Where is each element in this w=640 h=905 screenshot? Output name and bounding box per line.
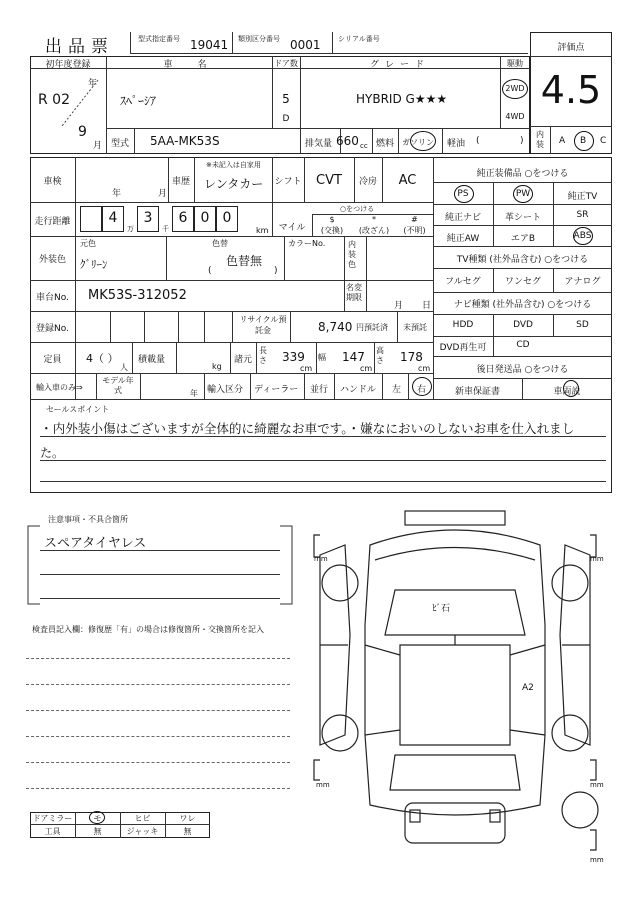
mileage-digit-1: 4 (108, 210, 118, 226)
model-year-label: モデル年式 (102, 376, 134, 395)
mileage-digit-2: 3 (143, 210, 153, 226)
length-value: 339 (282, 350, 305, 364)
doors-d: D (282, 114, 290, 124)
docs-title: 後日発送品 ○をつける (476, 365, 569, 375)
fuel-gasoline: ガソリン (402, 138, 434, 147)
equip-title: 純正装備品 ○をつける (476, 169, 569, 179)
mileage-hash: # (411, 215, 418, 224)
parts-tools-value: 無 (93, 827, 102, 836)
color-orig-label: 元色 (80, 239, 96, 248)
navi-hdd: HDD (452, 320, 474, 330)
height-value: 178 (400, 350, 423, 364)
type-label: 型式 (111, 139, 130, 149)
fuel-paren-close: ) (520, 136, 524, 146)
inspection-year: 年 (112, 189, 122, 199)
equip-abs: ABS (573, 231, 592, 241)
recycle-unit: 円預託済 (356, 323, 388, 332)
color-orig-value: ｸﾞﾘｰﾝ (80, 258, 108, 271)
drive-label: 駆動 (507, 59, 523, 68)
interior-a: A (559, 136, 566, 146)
reg-era: R 02 (38, 92, 70, 108)
capacity-person: 人 (120, 363, 128, 372)
docs-manual-circle (563, 380, 579, 397)
mileage-hash-text: (不明) (403, 226, 426, 235)
width-cm: cm (360, 364, 373, 373)
grade-label: グレード (369, 60, 430, 70)
mm-label-4: mm (590, 781, 604, 789)
serial-label: シリアル番号 (338, 35, 380, 43)
equip-tv: 純正TV (567, 192, 598, 202)
tv-fullseg: フルセグ (445, 277, 481, 287)
reg-month: 9 (78, 124, 87, 140)
category-label: 類別区分番号 (238, 35, 280, 43)
navi-cd: CD (516, 340, 530, 350)
transfer-day: 日 (422, 301, 432, 311)
tv-type-title: TV種類 (社外品含む) ○をつける (456, 255, 589, 265)
equip-navi: 純正ナビ (444, 213, 481, 223)
page-title: 出品票 (45, 37, 114, 57)
width-value: 147 (342, 350, 365, 364)
mileage-digit-3: 6 (178, 210, 188, 226)
equip-pw-circle (513, 185, 533, 203)
interior-color-label: 内装色 (348, 240, 356, 269)
color-change-label: 色替 (212, 239, 228, 248)
import-label: 輸入車のみ⇒ (36, 383, 83, 392)
mm-label-1: mm (314, 555, 328, 563)
notes-line-1: スペアタイヤレス (44, 536, 147, 551)
equip-sr: SR (576, 210, 589, 220)
drive-4wd: 4WD (505, 112, 525, 121)
dims-label: 諸元 (234, 355, 253, 365)
navi-type-title: ナビ種類 (社外品含む) ○をつける (453, 300, 592, 310)
sales-line-1: ・内外装小傷はございますが全体的に綺麗なお車です。・嫌なにおいのしないお車を仕入れまし (40, 421, 575, 436)
disp-value: 660 (336, 134, 359, 148)
notes-bracket-right (278, 524, 294, 606)
reg-slash (60, 78, 100, 128)
load-label: 積載量 (138, 355, 166, 365)
parts-mirror-circle (89, 811, 105, 824)
score-value: 4.5 (540, 68, 602, 112)
parts-hibi: ヒビ (134, 814, 151, 823)
ac-value: AC (398, 173, 417, 188)
equip-abs-circle (573, 227, 593, 245)
chassis-value: MK53S-312052 (88, 288, 187, 303)
mileage-dollar: $ (329, 215, 335, 224)
notes-label: 注意事項・不具合箇所 (48, 515, 128, 524)
color-change-value: 色替無 (226, 254, 263, 268)
doors-label: ドア数 (274, 59, 298, 68)
interior-b-circle (574, 131, 594, 151)
parts-jack-value: 無 (183, 827, 192, 836)
handle-right: 右 (417, 385, 427, 395)
model-cert-value: 19041 (190, 38, 229, 52)
recycle-value: 8,740 (318, 320, 353, 334)
recycle-label: リサイクル預託金 (239, 315, 287, 335)
equip-aw: 純正AW (446, 234, 480, 244)
color-paren-open: ( (208, 266, 212, 276)
inspection-month: 月 (158, 189, 168, 199)
equip-pw: PW (515, 189, 531, 199)
docs-warranty: 新車保証書 (454, 387, 500, 397)
length-cm: cm (300, 364, 313, 373)
length-label: 長さ (259, 346, 267, 365)
type-value: 5AA-MK53S (150, 134, 220, 148)
mileage-label: 走行距離 (34, 217, 71, 227)
mileage-sen: 千 (162, 225, 169, 233)
mileage-digit-5: 0 (222, 210, 232, 226)
import-dealer: ディーラー (254, 385, 299, 395)
import-class-label: 輸入区分 (207, 385, 244, 395)
docs-manual: 車両説 (553, 387, 581, 397)
history-note: ※未記入は自家用 (206, 161, 261, 169)
handle-label: ハンドル (340, 385, 377, 395)
tv-analog: アナログ (564, 277, 601, 287)
score-label: 評価点 (557, 43, 585, 53)
disp-cc: cc (360, 142, 368, 150)
navi-dvd-play: DVD再生可 (439, 343, 487, 353)
reg-year-unit: 年 (88, 79, 98, 89)
shift-label: シフト (274, 177, 302, 187)
navi-dvd: DVD (513, 320, 533, 330)
transfer-label: 名変期限 (346, 283, 362, 302)
history-value: レンタカー (204, 177, 264, 191)
disp-label: 排気量 (305, 139, 333, 149)
parts-jack: ジャッキ (126, 827, 159, 836)
reg-month-unit: 月 (93, 141, 103, 151)
model-year-unit: 年 (190, 389, 198, 398)
history-label: 車歴 (171, 177, 190, 187)
mileage-man: 万 (127, 225, 134, 233)
interior-label: 内装 (536, 130, 544, 149)
mileage-mile: マイル (278, 223, 306, 233)
mileage-mark-note: ○をつける (340, 205, 375, 213)
mileage-star-text: (改ざん) (358, 226, 390, 235)
equip-ps-circle (454, 185, 474, 203)
car-damage-diagram (300, 505, 620, 875)
ac-label: 冷房 (358, 177, 377, 187)
reg-label: 初年度登録 (45, 60, 91, 70)
fuel-lightoil: 軽油 (447, 139, 466, 149)
handle-right-circle (412, 377, 432, 396)
grade-value: HYBRID G★★★ (356, 92, 448, 106)
tv-oneseg: ワンセグ (504, 277, 541, 287)
parts-ware: ワレ (179, 814, 196, 823)
inspection-label: 車検 (43, 177, 62, 187)
equip-airbag: エアB (510, 234, 536, 244)
notes-bracket-left (26, 524, 42, 606)
mileage-digit-4: 0 (200, 210, 210, 226)
mm-label-2: mm (590, 555, 604, 563)
model-cert-label: 型式指定番号 (138, 35, 180, 43)
handle-left: 左 (392, 385, 402, 395)
category-value: 0001 (290, 38, 321, 52)
drive-2wd-circle (502, 79, 528, 99)
shift-value: CVT (316, 173, 342, 188)
capacity-value: 4（ ） (86, 352, 119, 365)
recycle-unpaid: 未預託 (403, 323, 427, 332)
mileage-dollar-text: (交換) (320, 226, 344, 235)
parts-mirror: ドアミラー (32, 814, 73, 823)
regno-label: 登録No. (36, 324, 69, 334)
parts-mirror-value: モ (93, 814, 102, 823)
parts-tools: 工具 (44, 827, 61, 836)
doors-value: 5 (282, 92, 290, 106)
equip-leather: 革シート (504, 213, 541, 223)
mm-label-3: mm (316, 781, 330, 789)
sales-line-2: た。 (40, 446, 65, 460)
height-label: 高さ (376, 346, 384, 365)
chassis-label: 車台No. (36, 293, 69, 303)
capacity-label: 定員 (43, 355, 62, 365)
sales-label: セールスポイント (46, 405, 110, 414)
color-label: 外装色 (38, 255, 66, 265)
diagram-mark-a2: A2 (522, 683, 534, 693)
interior-b: B (580, 136, 587, 146)
fuel-paren-open: ( (476, 136, 480, 146)
inspector-label: 検査員記入欄：修復歴「有」の場合は修復箇所・交換箇所を記入 (32, 625, 264, 634)
color-paren-close: ) (274, 266, 278, 276)
drive-2wd: 2WD (505, 84, 525, 93)
fuel-circle (410, 131, 436, 151)
navi-sd: SD (576, 320, 589, 330)
color-no-label: カラーNo. (288, 239, 326, 248)
car-name: ｽﾍﾟｰｼｱ (120, 94, 157, 108)
height-cm: cm (418, 364, 431, 373)
transfer-month: 月 (394, 301, 404, 311)
interior-c: C (600, 136, 607, 146)
diagram-mark-chip: ﾋﾞ石 (432, 604, 451, 614)
width-label: 幅 (318, 353, 326, 362)
car-name-label: 車 名 (163, 60, 215, 70)
load-kg: kg (212, 362, 222, 371)
equip-ps: PS (457, 189, 469, 199)
mm-label-5: mm (590, 856, 604, 864)
mileage-star: * (372, 215, 376, 224)
fuel-label: 燃料 (376, 139, 395, 149)
import-parallel: 並行 (310, 385, 329, 395)
mileage-km: km (256, 226, 269, 235)
